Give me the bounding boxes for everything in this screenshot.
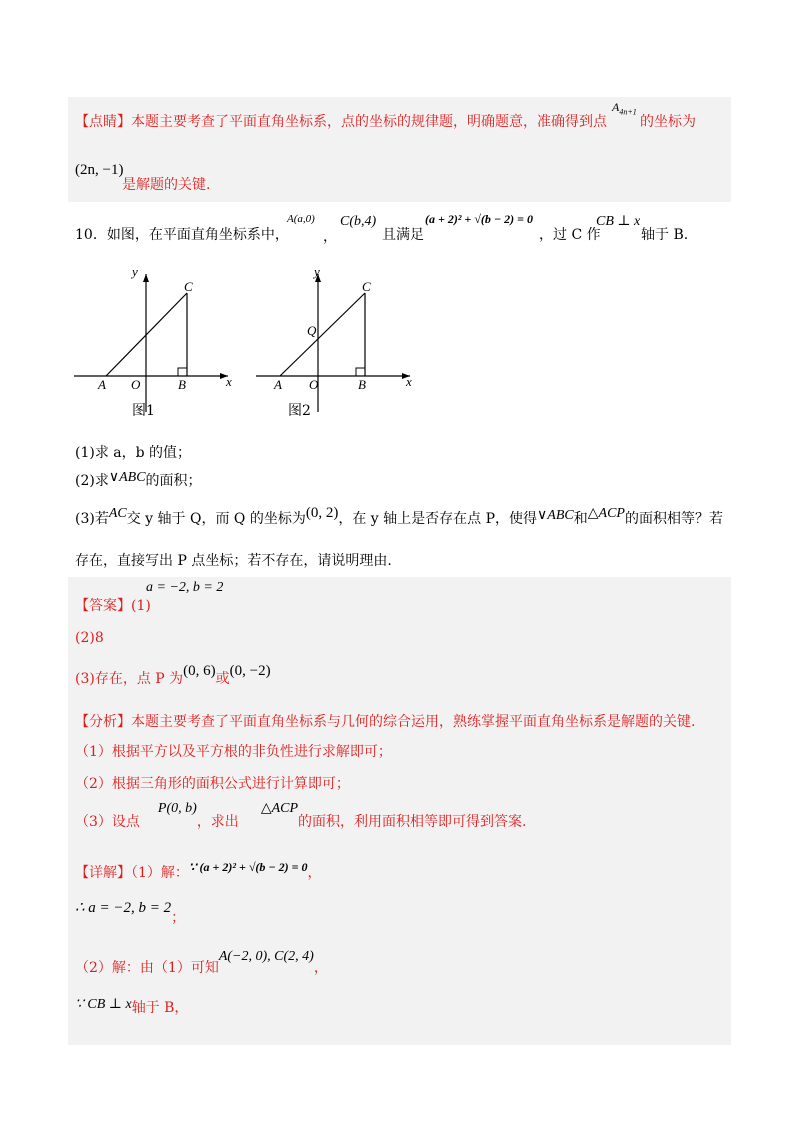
figure-1-caption: 图1 [132,403,155,419]
right-angle-mark [178,368,187,376]
sub-question-3: (3)若AC交 y 轴于 Q，而 Q 的坐标为(0, 2)，在 y 轴上是否存在点 P，使得∨ABC和△ACP的面积相等？若 [75,505,723,527]
label-o: O [131,377,141,392]
triangle-abc: ∨ABC [108,470,146,485]
analysis-step-1: （1）根据平方以及平方根的非负性进行求解即可； [75,744,392,760]
label-q: Q [307,323,317,338]
tip-text2: 的坐标为 [640,114,696,130]
label-c: C [184,279,193,294]
tip-tag: 【点睛】 [75,114,131,130]
tip-point: $A_{4n+1}$ [612,100,637,117]
detail-result: ∴ a = −2, b = 2 [75,900,172,916]
analysis-tag: 【分析】 [75,714,131,730]
tip-tail: 是解题的关键. [122,177,211,193]
answer-1: a = −2, b = 2 [146,580,224,595]
detail-line-1: 【详解】（1）解：∵ (a + 2)² + √(b − 2) = 0， [75,860,322,881]
label-a: A [98,377,106,392]
figure-2-svg [252,262,427,422]
answer-3: (3)存在，点 P 为(0, 6)或(0, −2) [75,663,271,687]
analysis-line: 【分析】本题主要考查了平面直角坐标系与几何的综合运用，熟练掌握平面直角坐标系是解题的关键. [75,714,696,730]
label-a: A [274,377,282,392]
detail-points: A(−2, 0), C(2, 4) [218,949,314,964]
analysis-point-p: P(0, b) [157,801,197,816]
analysis-step-2: （2）根据三角形的面积公式进行计算即可； [75,776,350,792]
detail-line-4: ∵ CB ⊥ x轴于 B， [75,997,189,1016]
label-y: y [132,264,138,279]
answer-p1: (0, 6) [183,663,216,679]
figure-1-svg [70,262,245,422]
question-point-c: C(b,4) [340,214,377,229]
detail-line-3: （2）解：由（1）可知A(−2, 0), C(2, 4)， [75,949,328,976]
question-condition: (a + 2)² + √(b − 2) = 0 [425,212,533,226]
detail-equation: ∵ (a + 2)² + √(b − 2) = 0 [188,860,308,874]
detail-line-2: ∴ a = −2, b = 2； [75,900,186,926]
tip-line1 [75,111,607,131]
question-perp: CB ⊥ x [596,214,641,229]
label-c: C [362,279,371,294]
question-perp-post: 轴于 B. [641,227,689,243]
segment-ac-label: AC [108,506,127,521]
tip-text: 本题主要考查了平面直角坐标系，点的坐标的规律题，明确题意，准确得到点 [131,114,607,130]
answer-2: (2)8 [75,630,104,646]
question-number: 10．如图，在平面直角坐标系中， [75,227,289,243]
label-b: B [178,377,186,392]
detail-perp: ∵ CB ⊥ x [75,997,132,1012]
question-sep: ， [323,229,337,245]
sub-question-2: (2)求∨ABC的面积； [75,470,202,489]
right-angle-mark [356,368,365,376]
analysis-triangle-acp: △ACP [260,801,299,816]
triangle-abc-2: ∨ABC [537,508,574,523]
label-x: x [226,374,232,389]
sub-question-1: (1)求 a，b 的值； [75,445,192,461]
answer-tag: 【答案】(1) [75,598,151,614]
question-cond-pre: 且满足 [382,227,424,243]
label-o: O [309,377,319,392]
detail-tag: 【详解】 [75,865,131,881]
y-axis-arrow [143,274,149,282]
question-cond-post: ，过 C 作 [539,227,601,243]
analysis-step-3: （3）设点P(0, b)，求出△ACP的面积，利用面积相等即可得到答案. [75,801,527,830]
label-b: B [358,377,366,392]
triangle-acp: △ACP [587,506,625,521]
tip-coord: (2n, −1) [75,162,124,178]
figure-2-caption: 图2 [288,403,311,419]
label-x: x [406,374,412,389]
question-point-a: A(a,0) [287,213,315,225]
segment-ac [280,293,365,376]
figure-2 [252,262,427,426]
q-coord: (0, 2) [305,505,339,521]
figure-1 [70,262,245,426]
tip-point-sub: 4n+1 [619,107,637,117]
label-y: y [314,264,320,279]
answer-p2: (0, −2) [229,663,271,679]
sub-question-3-line2: 存在，直接写出 P 点坐标；若不存在，请说明理由. [75,553,392,569]
